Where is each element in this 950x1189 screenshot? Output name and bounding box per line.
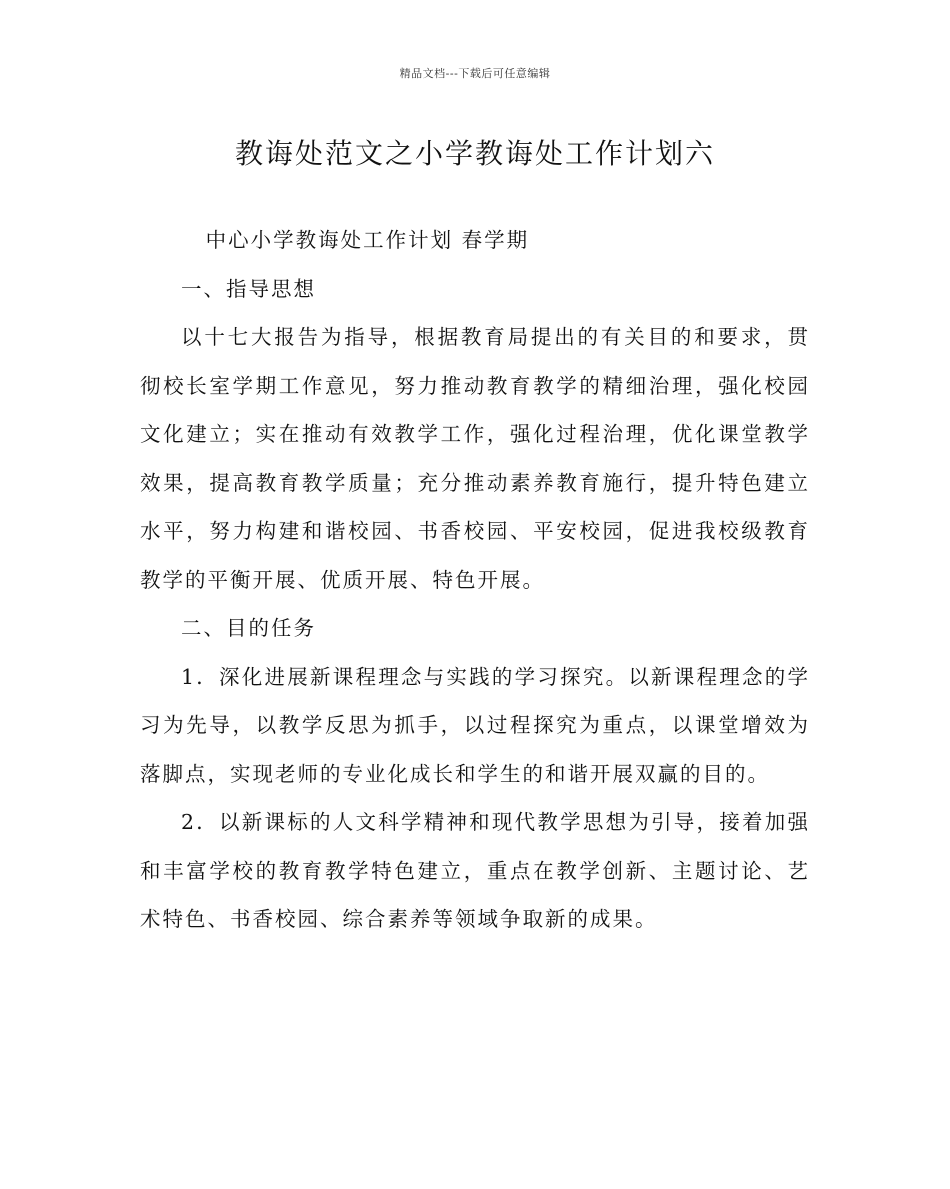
paragraph-goal-item-2: 2．以新课标的人文科学精神和现代教学思想为引导，接着加强和丰富学校的教育教学特色建立，重点在教学创新、主题讨论、艺术特色、书香校园、综合素养等领域争取新的成果。 (140, 810, 810, 931)
header-note: 精品文档---下载后可任意编辑 (399, 67, 551, 80)
document-body (140, 216, 810, 944)
paragraph-guiding-thought: 以十七大报告为指导，根据教育局提出的有关目的和要求，贯彻校长室学期工作意见，努力推动教育教学的精细治理，强化校园文化建立；实在推动有效教学工作，强化过程治理，优化课堂教学效果，提高教育教学质量；充分推动素养教育施行，提升特色建立水平，努力构建和谐校园、书香校园、平安校园，促进我校级教育教学的平衡开展、优质开展、特色开展。 (140, 325, 810, 592)
paragraph-goal-item-1: 1．深化进展新课程理念与实践的学习探究。以新课程理念的学习为先导，以教学反思为抓手，以过程探究为重点，以课堂增效为落脚点，实现老师的专业化成长和学生的和谐开展双赢的目的。 (140, 664, 810, 786)
section-heading-guiding-thought: 一、指导思想 (181, 276, 316, 301)
document-title: 教诲处范文之小学教诲处工作计划六 (234, 137, 715, 170)
section-heading-goals: 二、目的任务 (181, 616, 316, 640)
document-subtitle: 中心小学教诲处工作计划 春学期 (205, 228, 530, 252)
